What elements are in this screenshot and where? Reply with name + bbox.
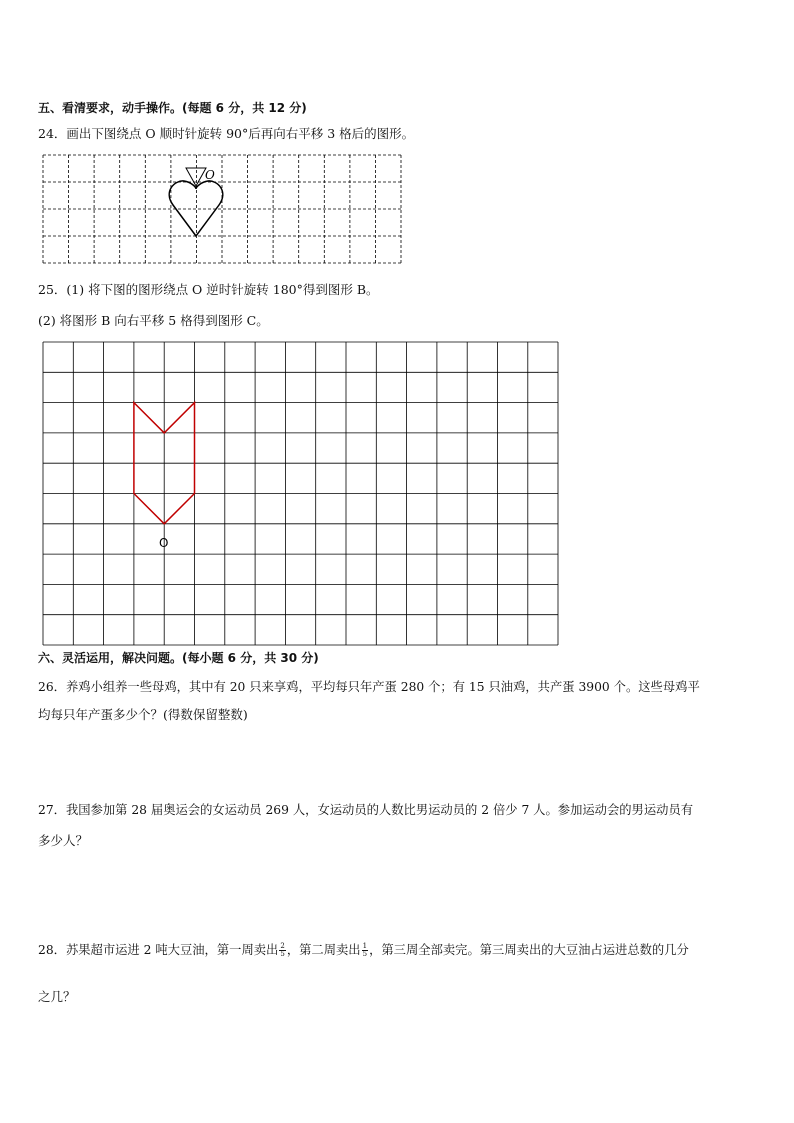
q25-line1: 25．(1) 将下图的图形绕点 O 逆时针旋转 180°得到图形 B。	[38, 282, 379, 297]
section6-heading: 六、灵活运用，解决问题。(每小题 6 分，共 30 分)	[38, 651, 319, 665]
q24-dashed-grid	[43, 155, 401, 263]
q28-frac2-num: 1	[362, 942, 368, 950]
q28-fraction-1	[279, 943, 285, 958]
q28-frac2-den: 5	[362, 950, 368, 958]
q26-line2: 均每只年产蛋多少个？(得数保留整数)	[38, 707, 248, 722]
q25-grid	[43, 342, 558, 645]
q25-point-label: O	[159, 536, 169, 550]
q25-line2: (2) 将图形 B 向右平移 5 格得到图形 C。	[38, 313, 269, 328]
q27-line2: 多少人？	[38, 833, 89, 848]
q28-part3: ，第三周全部卖完。第三周卖出的大豆油占运进总数的几分	[369, 943, 689, 957]
q28-fraction-2	[362, 943, 368, 958]
q28-part1: 28．苏果超市运进 2 吨大豆油，第一周卖出	[38, 943, 279, 957]
q28-frac1-den: 5	[280, 950, 285, 958]
q28-part2: ，第二周卖出	[286, 943, 361, 957]
q24-point-label: O	[205, 168, 215, 182]
q28-line2: 之几？	[38, 989, 76, 1004]
q28-line1	[38, 942, 689, 958]
section5-heading: 五、看清要求，动手操作。(每题 6 分，共 12 分)	[38, 101, 307, 115]
q27-line1: 27．我国参加第 28 届奥运会的女运动员 269 人，女运动员的人数比男运动员的 2 倍少 7 人。参加运动会的男运动员有	[38, 803, 694, 817]
q24-text: 24．画出下图绕点 O 顺时针旋转 90°后再向右平移 3 格后的图形。	[38, 126, 415, 141]
q26-line1: 26．养鸡小组养一些母鸡，其中有 20 只来享鸡，平均每只年产蛋 280 个；有 15 只油鸡，共产蛋 3900 个。这些母鸡平	[38, 680, 700, 694]
q28-frac1-num: 2	[280, 942, 285, 950]
